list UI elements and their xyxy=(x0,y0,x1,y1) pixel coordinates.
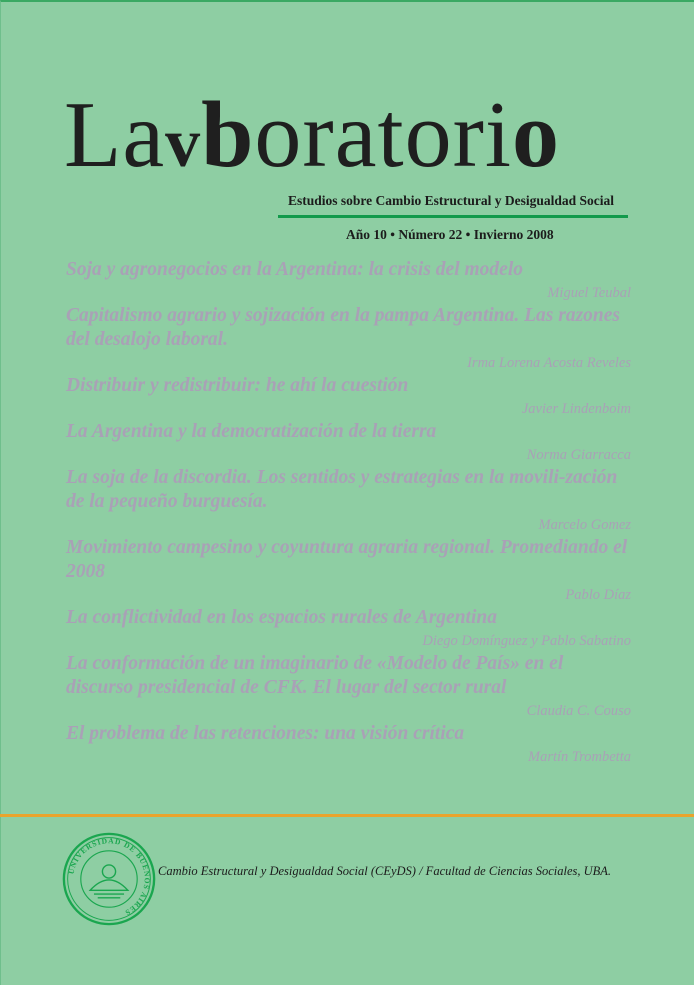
article-author: Irma Lorena Acosta Reveles xyxy=(467,355,631,371)
toc-entry xyxy=(66,258,631,304)
journal-title-la: La xyxy=(64,83,166,187)
article-title: La conflictividad en los espacios rurales de Argentina xyxy=(66,607,497,628)
article-author: Miguel Teubal xyxy=(547,285,631,301)
article-title: El problema de las retenciones: una visión crítica xyxy=(66,723,465,744)
university-seal-icon xyxy=(62,832,156,926)
article-author: Martín Trombetta xyxy=(528,749,631,765)
article-author: Marcelo Gomez xyxy=(538,517,631,533)
publisher-credit: Cambio Estructural y Desigualdad Social (CEyDS) / Facultad de Ciencias Sociales, UBA. xyxy=(158,864,612,878)
seal-center-ring xyxy=(81,851,137,907)
article-author: Pablo Díaz xyxy=(565,587,631,603)
toc-entry xyxy=(66,374,631,420)
footer-divider xyxy=(0,814,694,817)
article-title: La soja de la discordia. Los sentidos y estrategias en la movili-zación de la pequeño burguesía. xyxy=(66,467,618,512)
article-title: Movimiento campesino y coyuntura agraria regional. Promediando el 2008 xyxy=(66,537,628,582)
journal-title-v: v xyxy=(165,105,202,182)
toc-entry xyxy=(66,420,631,466)
toc-entry xyxy=(66,304,631,374)
seal-outer-ring xyxy=(64,834,154,924)
article-title: La conformación de un imaginario de «Modelo de País» en el discurso presidencial de CFK. El lugar del sector rural xyxy=(66,653,564,698)
article-title: La Argentina y la democratización de la tierra xyxy=(66,421,437,442)
seal-sun xyxy=(102,865,115,878)
table-of-contents xyxy=(66,258,631,768)
journal-title-oratori: oratori xyxy=(254,83,512,187)
toc-entry xyxy=(66,606,631,652)
article-author: Norma Giarracca xyxy=(526,447,631,463)
toc-entry xyxy=(66,536,631,606)
seal-lettering: UNIVERSIDAD DE BUENOS AIRES xyxy=(66,836,152,918)
seal-base-lines xyxy=(94,894,124,898)
toc-entry xyxy=(66,722,631,768)
article-author: Diego Domínguez y Pablo Sabatino xyxy=(422,633,631,649)
issue-info: Año 10 • Número 22 • Invierno 2008 xyxy=(346,227,554,242)
toc-entry xyxy=(66,652,631,722)
article-title: Distribuir y redistribuir: he ahí la cuestión xyxy=(66,375,409,396)
seal-emblem xyxy=(90,880,128,890)
journal-title xyxy=(64,83,639,191)
article-author: Javier Lindenboim xyxy=(521,401,631,417)
journal-title-b: b xyxy=(201,83,255,187)
article-author: Claudia C. Couso xyxy=(526,703,631,719)
article-title: Capitalismo agrario y sojización en la pampa Argentina. Las razones del desalojo laboral. xyxy=(66,305,621,350)
journal-title-o: o xyxy=(511,83,560,187)
journal-subtitle: Estudios sobre Cambio Estructural y Desigualdad Social xyxy=(288,193,615,208)
subtitle-divider xyxy=(278,215,628,218)
toc-entry xyxy=(66,466,631,536)
article-title: Soja y agronegocios en la Argentina: la crisis del modelo xyxy=(66,259,523,280)
